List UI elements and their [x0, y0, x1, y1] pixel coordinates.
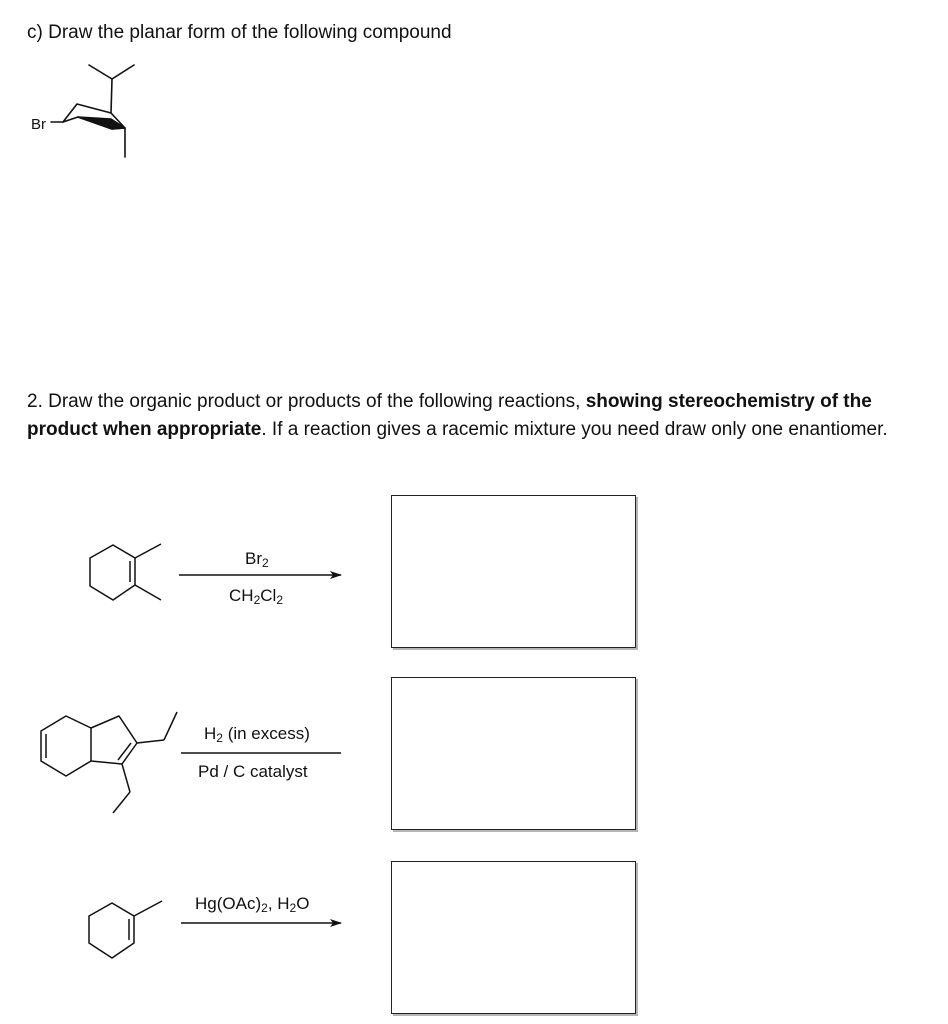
bromo-label: Br: [31, 116, 46, 133]
reagent-h-note: (in excess): [222, 724, 310, 743]
solvent-sub-2: 2: [276, 593, 283, 607]
reagent-water-part: , H: [267, 894, 290, 913]
reagent-water-subscript: 2: [289, 901, 297, 915]
answer-box-3[interactable]: [391, 861, 636, 1014]
reagent-hg-subscript: 2: [261, 901, 268, 915]
reaction-1-solvent: [229, 586, 283, 606]
reagent-h-symbol: H: [204, 724, 217, 743]
reaction-1-reagent-above: [245, 549, 269, 569]
reaction-3-reagent-above: [195, 894, 309, 914]
bicyclic-diene-structure: [41, 712, 177, 813]
part-c-title: c) Draw the planar form of the following compound: [27, 22, 452, 43]
reaction-2-reagent-above: [204, 724, 310, 744]
answer-box-1[interactable]: [391, 495, 636, 648]
question-2-tail: . If a reaction gives a racemic mixture you need draw only one enantiomer.: [261, 418, 888, 440]
reagent-br-subscript: 2: [262, 556, 269, 570]
answer-box-2[interactable]: [391, 677, 636, 830]
reaction-2-catalyst: Pd / C catalyst: [198, 762, 308, 781]
reagent-hg-part: Hg(OAc): [195, 894, 262, 913]
methylcyclohexene-structure: [89, 901, 162, 958]
reagent-water-o: O: [296, 894, 310, 913]
solvent-part-cl: Cl: [260, 586, 277, 605]
question-2-emphasis: showing stereochemistry of the product when appropriate: [27, 391, 872, 440]
solvent-part-ch: CH: [229, 586, 254, 605]
reagent-br-symbol: Br: [245, 549, 262, 568]
question-2-lead: 2. Draw the organic product or products of the following reactions,: [27, 391, 586, 412]
chair-cyclohexane-structure: [51, 65, 134, 157]
solvent-sub-1: 2: [253, 593, 261, 607]
reagent-h-subscript: 2: [216, 731, 223, 745]
dimethylcyclohexene-structure: [90, 544, 161, 600]
